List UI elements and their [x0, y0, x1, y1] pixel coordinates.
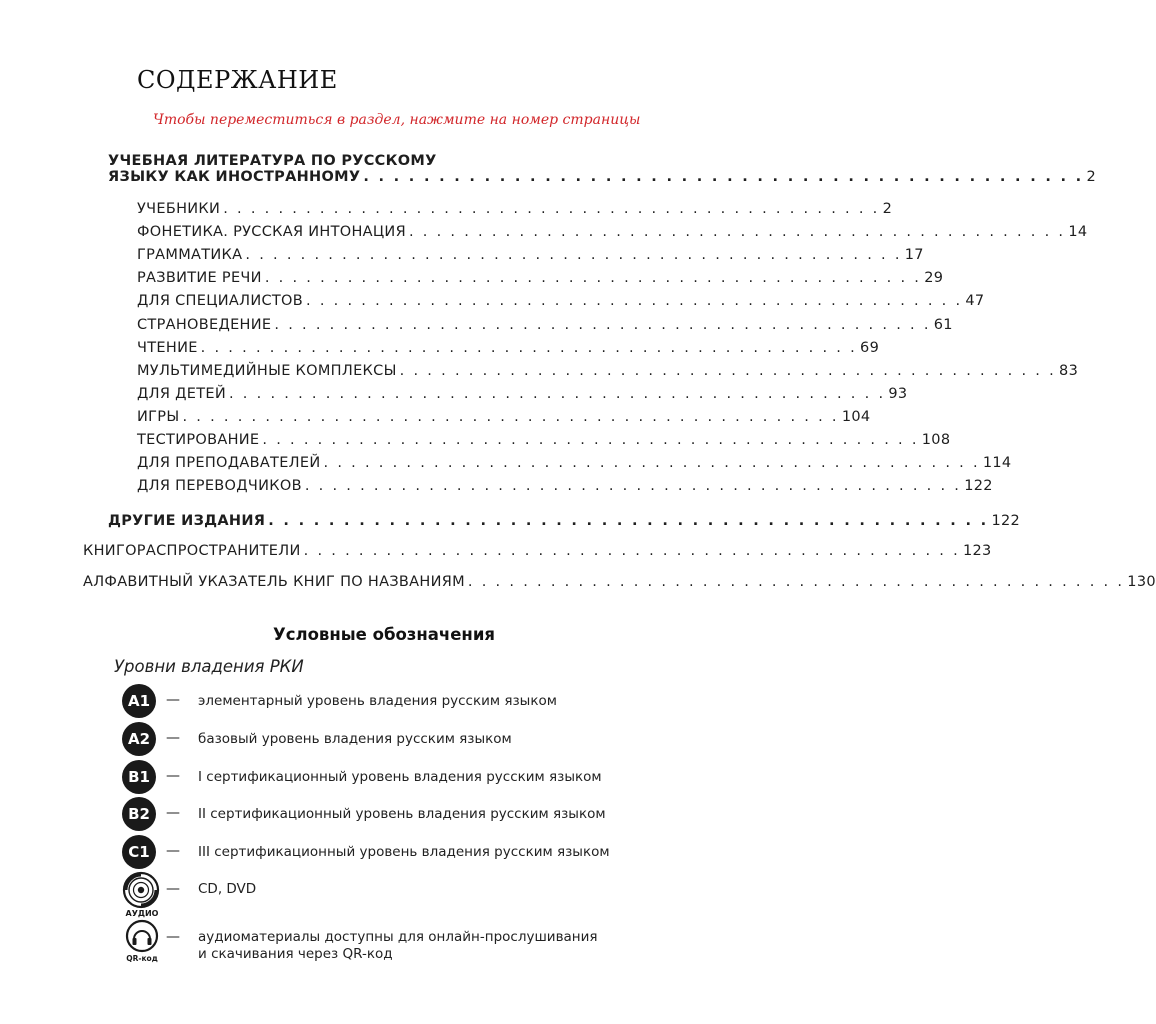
- level-badge-icon: A1: [122, 684, 156, 718]
- toc-page-link[interactable]: 104: [841, 408, 871, 425]
- toc-page-link[interactable]: 17: [904, 247, 924, 264]
- toc-sub-item: [137, 408, 871, 425]
- toc-item-label: ДЛЯ ДЕТЕЙ: [137, 385, 226, 402]
- toc-dot-leader: . . . . . . . . . . . . . . . . . . . . . . . . . . . . . . . . . . . . . . . . . . . . . . . .: [182, 408, 839, 425]
- toc-item-label: ГРАММАТИКА: [137, 247, 243, 264]
- audio-icon-bottom-text: QR-код: [126, 954, 158, 963]
- toc-dot-leader: . . . . . . . . . . . . . . . . . . . . . . . . . . . . . . . . . . . . . . . . . . . . . . . .: [304, 478, 962, 495]
- level-description: I сертификационный уровень владения русским языком: [198, 768, 602, 785]
- toc-sub-item: [137, 247, 924, 264]
- toc-item-index: [83, 574, 1156, 590]
- toc-page-link[interactable]: 61: [933, 316, 953, 333]
- toc-dot-leader: . . . . . . . . . . . . . . . . . . . . . . . . . . . . . . . . . . . . . . . . . . . . . . . .: [363, 169, 1084, 185]
- toc-page-link[interactable]: 47: [965, 293, 985, 310]
- toc-item-label: АЛФАВИТНЫЙ УКАЗАТЕЛЬ КНИГ ПО НАЗВАНИЯМ: [83, 574, 465, 590]
- toc-item-distributors: [83, 543, 992, 559]
- toc-item-label: МУЛЬТИМЕДИЙНЫЕ КОМПЛЕКСЫ: [137, 362, 397, 379]
- toc-dot-leader: . . . . . . . . . . . . . . . . . . . . . . . . . . . . . . . . . . . . . . . . . . . . . . . .: [245, 247, 902, 264]
- toc-sub-item: [137, 455, 1012, 472]
- toc-page-link[interactable]: 69: [860, 339, 880, 356]
- toc-item-other-editions: [108, 513, 1021, 529]
- toc-page-link[interactable]: 122: [991, 513, 1021, 529]
- audio-icon-top-text: АУДИО: [125, 909, 159, 918]
- toc-page-link[interactable]: 14: [1068, 224, 1088, 241]
- toc-dot-leader: . . . . . . . . . . . . . . . . . . . . . . . . . . . . . . . . . . . . . . . . . . . . . . . .: [399, 362, 1057, 379]
- level-description: II сертификационный уровень владения русским языком: [198, 806, 606, 823]
- toc-item-label: КНИГОРАСПРОСТРАНИТЕЛИ: [83, 543, 301, 559]
- toc-page-link[interactable]: 2: [882, 201, 893, 217]
- level-description: III сертификационный уровень владения русским языком: [198, 844, 610, 861]
- level-description: базовый уровень владения русским языком: [198, 730, 512, 747]
- level-badge-icon: B1: [122, 760, 156, 794]
- toc-page-link[interactable]: 130: [1127, 574, 1156, 590]
- toc-dot-leader: . . . . . . . . . . . . . . . . . . . . . . . . . . . . . . . . . . . . . . . . . . . . . . . .: [264, 270, 922, 287]
- toc-dot-leader: . . . . . . . . . . . . . . . . . . . . . . . . . . . . . . . . . . . . . . . . . . . . . . . .: [228, 385, 886, 402]
- legend-audio-desc-line2: и скачивания через QR-код: [198, 946, 393, 962]
- toc-dot-leader: . . . . . . . . . . . . . . . . . . . . . . . . . . . . . . . . . . . . . . . . . . . . . . . .: [408, 224, 1066, 241]
- toc-sub-item: [137, 478, 993, 495]
- legend-dash: —: [166, 692, 180, 708]
- toc-item-label: ДЛЯ ПЕРЕВОДЧИКОВ: [137, 478, 302, 495]
- toc-item-label: ТЕСТИРОВАНИЕ: [137, 432, 260, 448]
- toc-sub-item: [137, 270, 944, 287]
- toc-sub-item: [137, 432, 951, 448]
- toc-sub-item: [137, 224, 1088, 241]
- toc-item-label: СТРАНОВЕДЕНИЕ: [137, 316, 272, 333]
- legend-dash: —: [166, 729, 180, 746]
- level-badge-icon: B2: [122, 797, 156, 831]
- toc-dot-leader: . . . . . . . . . . . . . . . . . . . . . . . . . . . . . . . . . . . . . . . . . . . . . . . .: [274, 316, 931, 333]
- audio-qr-icon: [118, 906, 166, 964]
- toc-main-section: [108, 153, 1097, 185]
- legend-cd-desc: CD, DVD: [198, 881, 257, 897]
- level-badge-icon: C1: [122, 835, 156, 869]
- toc-page-link[interactable]: 2: [1086, 169, 1097, 185]
- toc-dot-leader: . . . . . . . . . . . . . . . . . . . . . . . . . . . . . . . . . . . . . . . . . . . . . . . .: [262, 432, 919, 448]
- toc-sub-item: [137, 385, 908, 402]
- toc-sub-item: [137, 362, 1079, 379]
- toc-item-label: УЧЕБНИКИ: [137, 201, 221, 217]
- toc-page-link[interactable]: 83: [1059, 362, 1079, 379]
- toc-dot-leader: . . . . . . . . . . . . . . . . . . . . . . . . . . . . . . . . . . . . . . . . . . . . . . . .: [323, 455, 980, 472]
- legend-dash: —: [166, 767, 180, 784]
- toc-main-section-line2: ЯЗЫКУ КАК ИНОСТРАННОМУ: [108, 169, 361, 185]
- toc-item-label: ДЛЯ СПЕЦИАЛИСТОВ: [137, 293, 304, 310]
- level-description: элементарный уровень владения русским языком: [198, 693, 557, 709]
- toc-item-label: ЧТЕНИЕ: [137, 339, 198, 356]
- toc-page-link[interactable]: 93: [888, 385, 908, 402]
- toc-dot-leader: . . . . . . . . . . . . . . . . . . . . . . . . . . . . . . . . . . . . . . . . . . . . . . . .: [223, 201, 880, 217]
- toc-sub-item: [137, 339, 880, 356]
- toc-sub-item: [137, 316, 953, 333]
- toc-dot-leader: . . . . . . . . . . . . . . . . . . . . . . . . . . . . . . . . . . . . . . . . . . . . . . . .: [200, 339, 858, 356]
- legend-dash: —: [166, 929, 180, 945]
- toc-page-link[interactable]: 114: [982, 455, 1012, 472]
- legend-dash: —: [166, 843, 180, 860]
- toc-main-section-line1: УЧЕБНАЯ ЛИТЕРАТУРА ПО РУССКОМУ: [108, 153, 437, 169]
- toc-item-label: РАЗВИТИЕ РЕЧИ: [137, 270, 262, 287]
- toc-page-link[interactable]: 29: [924, 270, 944, 287]
- toc-sub-item: [137, 201, 893, 217]
- legend-audio-desc-line1: аудиоматериалы доступны для онлайн-прослушивания: [198, 929, 598, 945]
- toc-page-link[interactable]: 108: [921, 432, 951, 448]
- toc-dot-leader: . . . . . . . . . . . . . . . . . . . . . . . . . . . . . . . . . . . . . . . . . . . . . . . .: [268, 513, 989, 529]
- toc-item-label: ДЛЯ ПРЕПОДАВАТЕЛЕЙ: [137, 455, 321, 472]
- cd-dvd-icon: [122, 871, 160, 909]
- toc-dot-leader: . . . . . . . . . . . . . . . . . . . . . . . . . . . . . . . . . . . . . . . . . . . . . . . .: [306, 293, 963, 310]
- toc-item-label: ДРУГИЕ ИЗДАНИЯ: [108, 513, 266, 529]
- toc-dot-leader: . . . . . . . . . . . . . . . . . . . . . . . . . . . . . . . . . . . . . . . . . . . . . . . .: [467, 574, 1125, 590]
- toc-page-link[interactable]: 122: [964, 478, 993, 495]
- legend-dash: —: [166, 881, 180, 897]
- toc-item-label: ИГРЫ: [137, 408, 180, 425]
- toc-page-link[interactable]: 123: [963, 543, 992, 559]
- toc-item-label: ФОНЕТИКА. РУССКАЯ ИНТОНАЦИЯ: [137, 224, 406, 241]
- legend-dash: —: [166, 805, 180, 822]
- levels-title: Уровни владения РКИ: [114, 657, 304, 676]
- page-title: СОДЕРЖАНИЕ: [137, 66, 338, 94]
- navigation-hint: Чтобы переместиться в раздел, нажмите на номер страницы: [153, 112, 641, 128]
- toc-dot-leader: . . . . . . . . . . . . . . . . . . . . . . . . . . . . . . . . . . . . . . . . . . . . . . . .: [303, 543, 960, 559]
- legend-title: Условные обозначения: [272, 625, 495, 644]
- level-badge-icon: A2: [122, 722, 156, 756]
- toc-sub-item: [137, 293, 985, 310]
